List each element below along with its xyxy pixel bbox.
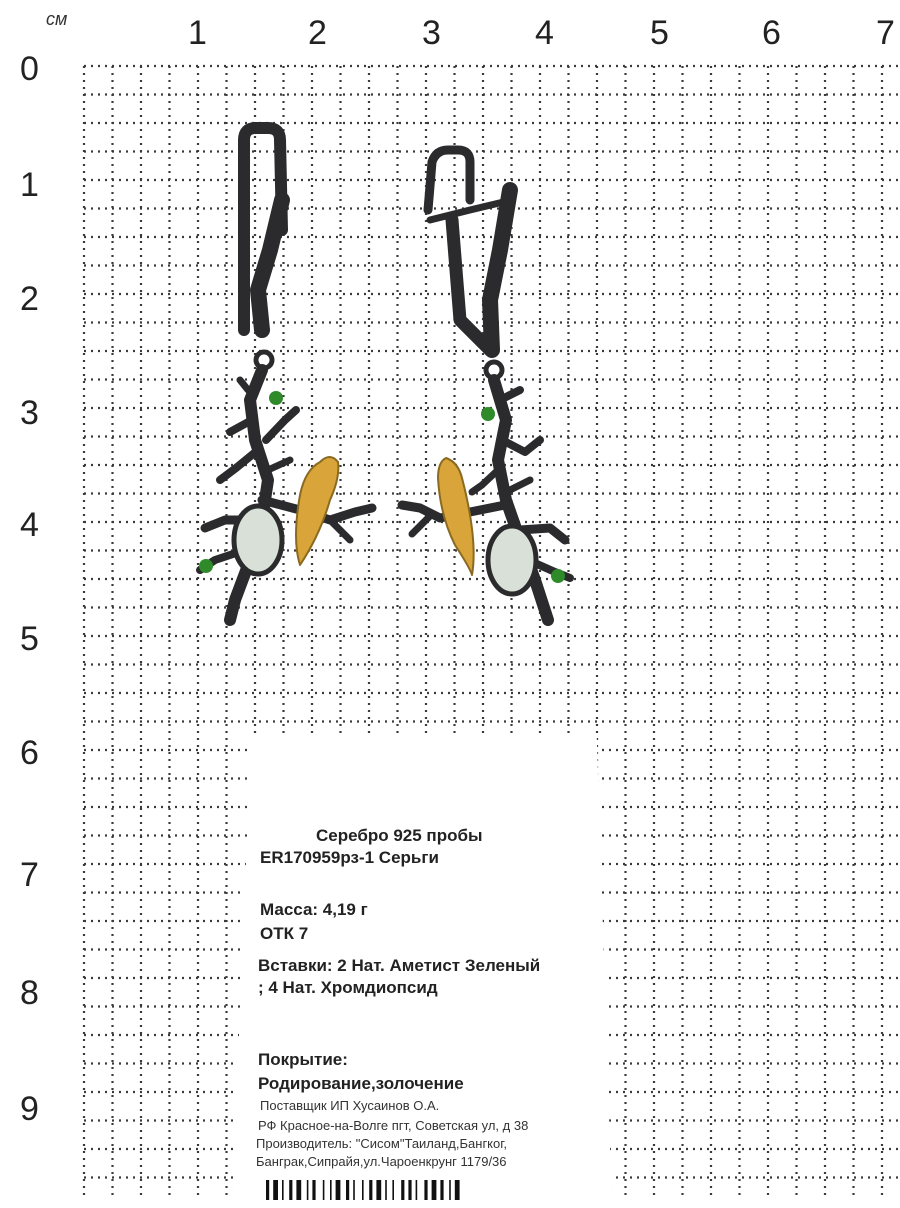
barcode-bar xyxy=(266,1180,269,1200)
right-green-gem-top xyxy=(481,407,495,421)
barcode-bar xyxy=(296,1180,301,1200)
tag-mass: Масса: 4,19 г xyxy=(260,900,368,919)
barcode-bar xyxy=(282,1180,284,1200)
barcode-bar xyxy=(346,1180,349,1200)
x-label-4: 4 xyxy=(535,14,554,52)
left-trunk xyxy=(230,370,268,620)
barcode-bar xyxy=(362,1180,364,1200)
barcode-bar xyxy=(392,1180,394,1200)
tag-inserts-2: ; 4 Нат. Хромдиопсид xyxy=(258,978,438,997)
y-label-8: 8 xyxy=(20,974,39,1012)
barcode-bar xyxy=(408,1180,411,1200)
left-bird xyxy=(296,457,338,565)
barcode-bar xyxy=(353,1180,355,1200)
barcode-bar xyxy=(307,1180,309,1200)
left-amethyst xyxy=(234,506,282,574)
right-bird xyxy=(438,458,474,575)
x-label-6: 6 xyxy=(762,14,781,52)
left-green-gem-bottom xyxy=(199,559,213,573)
x-label-7: 7 xyxy=(876,14,895,52)
right-earring xyxy=(402,150,570,620)
right-green-gem-bottom xyxy=(551,569,565,583)
right-hook xyxy=(428,150,470,210)
x-label-2: 2 xyxy=(308,14,327,52)
y-label-1: 1 xyxy=(20,166,39,204)
y-label-7: 7 xyxy=(20,856,39,894)
barcode-bar xyxy=(369,1180,372,1200)
y-label-2: 2 xyxy=(20,280,39,318)
right-amethyst xyxy=(488,526,536,594)
tag-inserts-1: Вставки: 2 Нат. Аметист Зеленый xyxy=(258,956,541,975)
tag-supplier-1: Поставщик ИП Хусаинов О.А. xyxy=(260,1098,440,1113)
barcode-bar xyxy=(401,1180,404,1200)
right-branch-top xyxy=(490,190,510,350)
barcode-bar xyxy=(424,1180,427,1200)
tag-coating-title: Покрытие: xyxy=(258,1050,348,1069)
barcode-bar xyxy=(440,1180,443,1200)
y-label-3: 3 xyxy=(20,394,39,432)
y-label-5: 5 xyxy=(20,620,39,658)
barcode-bar xyxy=(336,1180,341,1200)
barcode-bar xyxy=(455,1180,460,1200)
tag-article: ER170959рз-1 Серьги xyxy=(260,848,439,867)
barcode-bar xyxy=(289,1180,292,1200)
x-label-5: 5 xyxy=(650,14,669,52)
tag-coating-value: Родирование,золочение xyxy=(258,1074,464,1093)
tag-supplier-2: РФ Красное-на-Волге пгт, Советская ул, д 38 xyxy=(258,1118,529,1133)
barcode xyxy=(266,1180,566,1200)
barcode-bar xyxy=(312,1180,315,1200)
y-label-4: 4 xyxy=(20,506,39,544)
barcode-bar xyxy=(432,1180,437,1200)
y-label-0: 0 xyxy=(20,50,39,88)
y-label-6: 6 xyxy=(20,734,39,772)
left-earring xyxy=(199,128,372,620)
tag-metal: Серебро 925 пробы xyxy=(316,826,483,845)
left-branch-top xyxy=(258,200,282,330)
barcode-bar xyxy=(449,1180,451,1200)
tag-producer-1: Производитель: "Сисом"Таиланд,Бангког, xyxy=(256,1136,508,1151)
tag-otk: ОТК 7 xyxy=(260,924,309,943)
barcode-bar xyxy=(385,1180,387,1200)
x-label-1: 1 xyxy=(188,14,207,52)
unit-label: см xyxy=(46,9,68,29)
barcode-bar xyxy=(273,1180,278,1200)
x-label-3: 3 xyxy=(422,14,441,52)
barcode-bar xyxy=(416,1180,418,1200)
tag-producer-2: Банграк,Сипрайя,ул.Чароенкрунг 1179/36 xyxy=(256,1154,507,1169)
y-label-9: 9 xyxy=(20,1090,39,1128)
barcode-bar xyxy=(323,1180,325,1200)
barcode-bar xyxy=(376,1180,381,1200)
barcode-bar xyxy=(330,1180,332,1200)
left-green-gem-top xyxy=(269,391,283,405)
